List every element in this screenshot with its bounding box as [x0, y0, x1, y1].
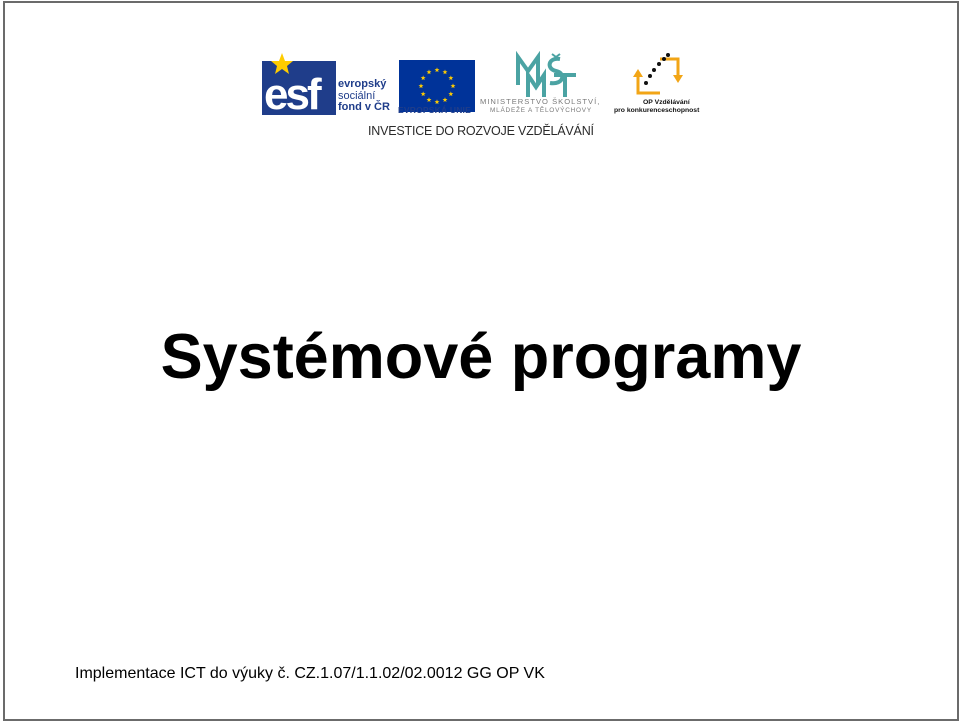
msmt-logo-icon	[514, 51, 580, 99]
tagline: INVESTICE DO ROZVOJE VZDĚLÁVÁNÍ	[368, 124, 594, 138]
slide-title: Systémové programy	[160, 322, 802, 392]
opvk-line-2: pro konkurenceschopnost	[614, 107, 700, 114]
esf-line-3: fond v ČR	[338, 101, 390, 113]
opvk-logo-icon	[630, 51, 686, 99]
opvk-line-1: OP Vzdělávání	[643, 99, 690, 106]
esf-caption	[338, 79, 390, 114]
svg-text:esf: esf	[264, 70, 319, 115]
logo-strip	[262, 49, 702, 144]
slide-footer: Implementace ICT do výuky č. CZ.1.07/1.1.02/02.0012 GG OP VK	[75, 665, 545, 682]
slide	[3, 1, 959, 721]
esf-line-2: sociální	[338, 89, 376, 102]
msmt-line-2: MLÁDEŽE A TĚLOVÝCHOVY	[490, 107, 592, 114]
eu-label: EVROPSKÁ UNIE	[398, 105, 471, 115]
esf-line-1: evropský	[338, 78, 387, 90]
msmt-line-1: MINISTERSTVO ŠKOLSTVÍ,	[480, 97, 601, 106]
